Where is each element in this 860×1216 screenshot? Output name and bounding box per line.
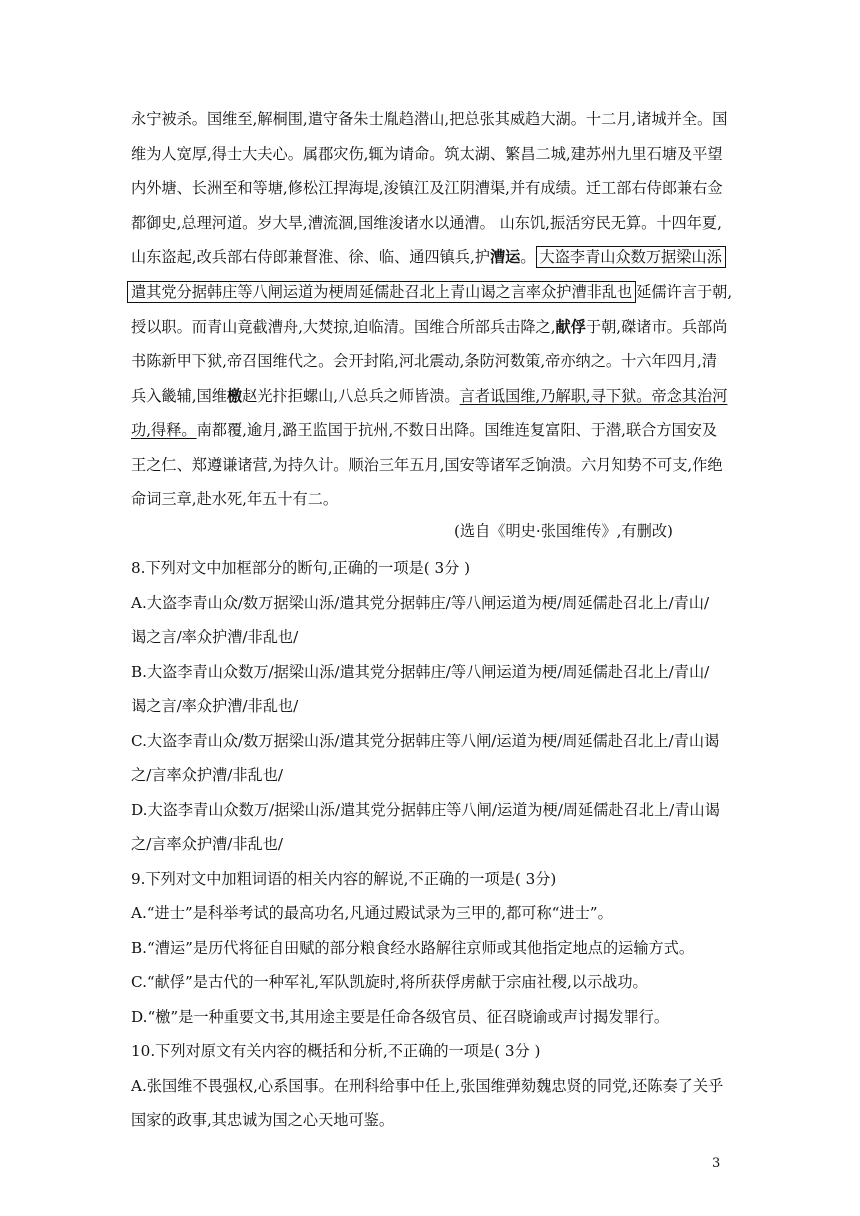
bold-term: 檄 (226, 387, 243, 405)
source-citation: (选自《明史·张国维传》,有删改) (454, 522, 673, 540)
q8-option-b-cont: 谒之言/率众护漕/非乱也/ (131, 697, 299, 715)
passage-line (131, 177, 731, 199)
text: 命词三章,赴水死,年五十有二。 (131, 490, 339, 508)
q10-option-a-cont: 国家的政事,其忠诚为国之心天地可鉴。 (131, 1111, 395, 1129)
passage-line (131, 385, 731, 407)
text: 永宁被杀。国维至,解桐围,遣守备朱士胤趋潜山,把总张其威趋大湖。十二月,诸城并全。国 (131, 110, 728, 128)
passage-line (131, 281, 731, 303)
passage-line (131, 108, 731, 130)
bold-term: 漕运 (489, 248, 521, 266)
passage-line (131, 350, 731, 372)
underlined-sentence: 言者诋国维,乃解职,寻下狱。帝念其治河 (459, 387, 728, 405)
q8-option-c: C.大盗李青山众/数万据梁山泺/遣其党分据韩庄等八闸/运道为梗/周延儒赴召北上/青山谒 (131, 732, 720, 750)
text: 南都覆,逾月,潞王监国于抗州,不数日出降。国维连复富阳、于潜,联合方国安及 (196, 421, 718, 439)
passage-line (131, 143, 731, 165)
q8-option-a: A.大盗李青山众/数万据梁山泺/遣其党分据韩庄/等八闸运道为梗/周延儒赴召北上/青山/ (131, 594, 710, 612)
passage-line (131, 212, 731, 234)
q9-option-a: A.“进士”是科举考试的最高功名,凡通过殿试录为三甲的,都可称“进士”。 (131, 904, 613, 922)
text: 延儒许言于朝, (636, 283, 733, 301)
text: 。 (520, 248, 536, 266)
question-10-stem: 10.下列对原文有关内容的概括和分析,不正确的一项是( 3分 ) (131, 1042, 541, 1060)
passage-line (131, 488, 731, 510)
q9-option-d: D.“檄”是一种重要文书,其用途主要是任命各级官员、征召晓谕或声讨揭发罪行。 (131, 1008, 670, 1026)
text: 内外塘、长洲至和等塘,修松江捍海堤,浚镇江及江阴漕渠,并有成绩。迁工部右侍郎兼右佥 (131, 179, 723, 197)
question-8-stem: 8.下列对文中加框部分的断句,正确的一项是( 3分 ) (131, 559, 471, 577)
q8-option-d: D.大盗李青山众数万/据梁山泺/遣其党分据韩庄等八闸/运道为梗/周延儒赴召北上/青山谒 (131, 801, 720, 819)
passage-line (131, 454, 731, 476)
q8-option-d-cont: 之/言率众护漕/非乱也/ (131, 835, 284, 853)
q8-option-a-cont: 谒之言/率众护漕/非乱也/ (131, 628, 299, 646)
text: 王之仁、郑遵谦诸营,为持久计。顺治三年五月,国安等诸军乏饷溃。六月知势不可支,作绝 (131, 456, 723, 474)
passage-line (131, 316, 731, 338)
text: 维为人宽厚,得士大夫心。属郡灾伤,辄为请命。筑太湖、繁昌二城,建苏州九里石塘及平望 (131, 145, 723, 163)
q8-option-b: B.大盗李青山众数万/据梁山泺/遣其党分据韩庄/等八闸运道为梗/周延儒赴召北上/青山/ (131, 663, 710, 681)
text: 兵入畿辅,国维 (131, 387, 227, 405)
text: 书陈新甲下狱,帝召国维代之。会开封陷,河北震动,条防河数策,帝亦纳之。十六年四月,清 (131, 352, 718, 370)
page-number: 3 (712, 1156, 721, 1171)
text: 于朝,磔诸市。兵部尚 (585, 318, 728, 336)
q9-option-c: C.“献俘”是古代的一种军礼,军队凯旋时,将所获俘虏献于宗庙社稷,以示战功。 (131, 973, 648, 991)
text: 授以职。而青山竟截漕舟,大焚掠,迫临清。国维合所部兵击降之, (131, 318, 556, 336)
bold-term: 献俘 (555, 318, 586, 336)
passage-line (131, 419, 731, 441)
passage-line (131, 246, 731, 268)
q9-option-b: B.“漕运”是历代将征自田赋的部分粮食经水路解往京师或其他指定地点的运输方式。 (131, 939, 695, 957)
text: 赵光抃拒螺山,八总兵之师皆溃。 (242, 387, 460, 405)
q10-option-a: A.张国维不畏强权,心系国事。在刑科给事中任上,张国维弹劾魏忠贤的同党,还陈奏了关乎 (131, 1077, 724, 1095)
question-9-stem: 9.下列对文中加粗词语的相关内容的解说,不正确的一项是( 3分) (131, 870, 557, 888)
underlined-sentence: 功,得释。 (131, 421, 197, 439)
boxed-passage: 大盗李青山众数万据梁山泺 (536, 246, 726, 268)
text: 都御史,总理河道。岁大旱,漕流涸,国维浚诸水以通漕。 山东饥,振活穷民无算。十四年夏, (131, 214, 722, 232)
text: 山东盗起,改兵部右侍郎兼督淮、徐、临、通四镇兵,护 (131, 248, 490, 266)
q8-option-c-cont: 之/言率众护漕/非乱也/ (131, 766, 284, 784)
boxed-passage: 遣其党分据韩庄等八闸运道为梗周延儒赴召北上青山谒之言率众护漕非乱也 (127, 281, 636, 303)
